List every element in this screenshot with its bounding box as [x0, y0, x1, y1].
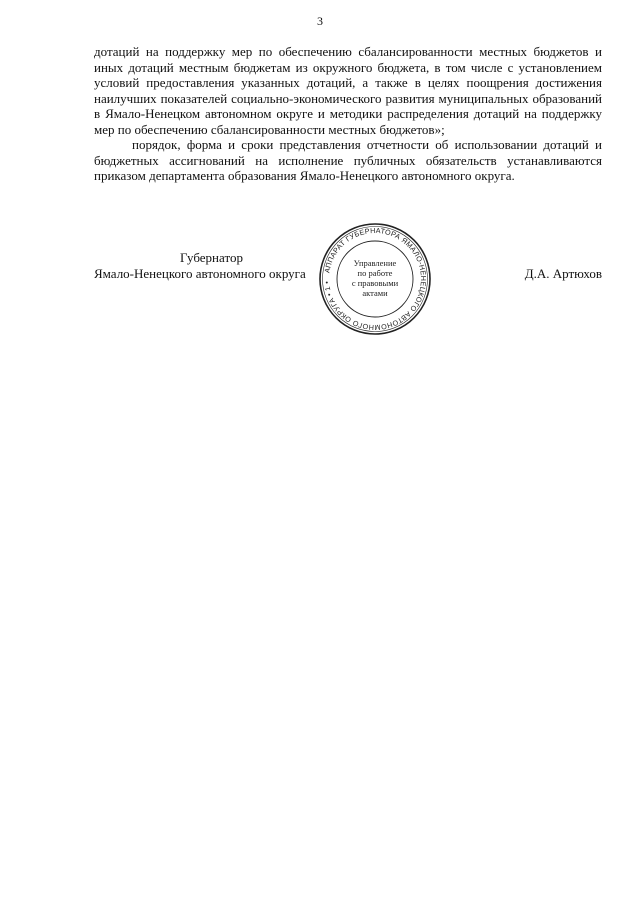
- seal-center-line-1: Управление: [353, 258, 397, 268]
- seal-center-line-4: актами: [362, 288, 388, 298]
- official-seal-stamp: [317, 221, 433, 337]
- seal-center-line-2: по работе: [357, 268, 393, 278]
- body-text: [94, 44, 602, 184]
- paragraph-dotations: дотаций на поддержку мер по обеспечению сбалансированности местных бюджетов и иных дотаций местным бюджетам из окружного бюджета, в том числе с установлением условий предоставления указанных дотаций, а также в целях поощрения достижения наилучших показателей социально-экономического развития муниципальных образований в Ямало-Ненецком автономном округе и методики распределения дотаций на поддержку мер по обеспечению сбалансированности местных бюджетов»;: [94, 44, 602, 137]
- seal-ring-text: АППАРАТ ГУБЕРНАТОРА ЯМАЛО-НЕНЕЦКОГО АВТОНОМНОГО ОКРУГА • 1 •: [322, 225, 429, 333]
- signatory-region: Ямало-Ненецкого автономного округа: [94, 266, 306, 281]
- signatory-title: Губернатор: [180, 250, 243, 265]
- paragraph-reporting: порядок, форма и сроки представления отчетности об использовании дотаций и бюджетных ассигнований на исполнение публичных обязательств устанавливаются приказом департамента образования Ямало-Ненецкого автономного округа.: [94, 137, 602, 183]
- seal-center-line-3: с правовыми: [351, 278, 399, 288]
- signatory-name: Д.А. Артюхов: [524, 266, 602, 281]
- page-number: 3: [317, 14, 323, 28]
